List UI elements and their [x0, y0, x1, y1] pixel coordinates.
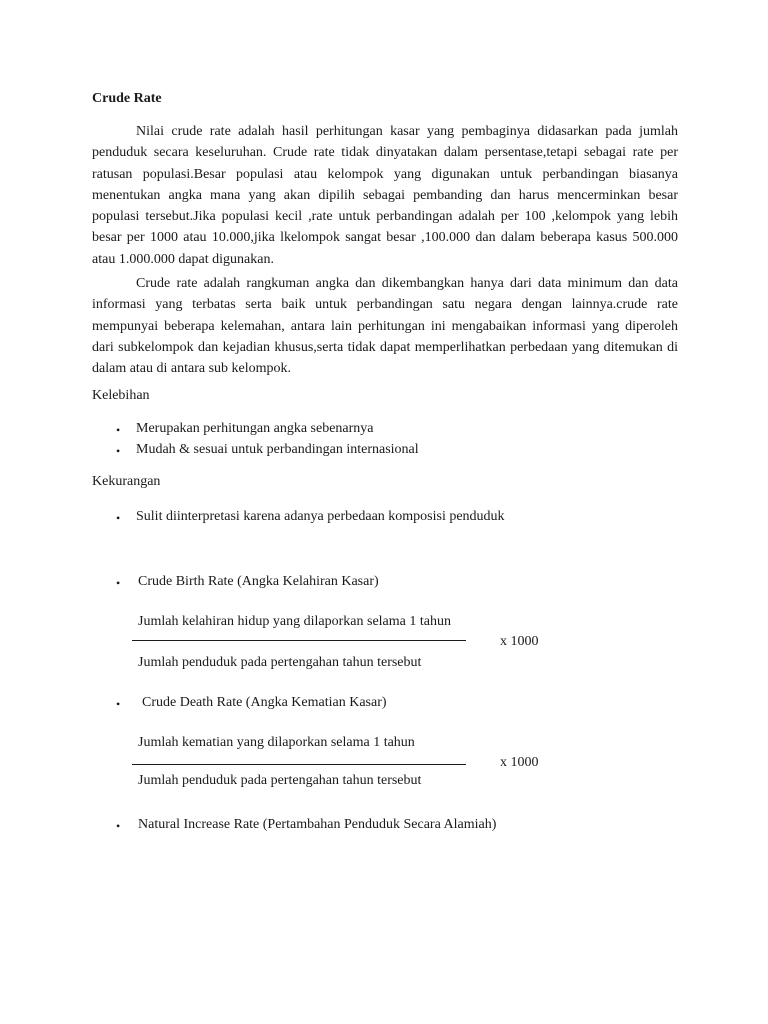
birth-rate-title: Crude Birth Rate (Angka Kelahiran Kasar) [138, 574, 379, 589]
disadvantages-heading: Kekurangan [92, 474, 161, 489]
bullet-icon: • [116, 697, 121, 711]
disadvantage-item: Sulit diinterpretasi karena adanya perbedaan komposisi penduduk [136, 509, 505, 524]
bullet-icon: • [116, 423, 121, 437]
advantages-heading: Kelebihan [92, 388, 150, 403]
paragraph-crude-rate-definition: Nilai crude rate adalah hasil perhitungan kasar yang pembaginya didasarkan pada jumlah penduduk secara keseluruhan. Crude rate tidak dinyatakan dalam persentase,tetapi sebagai rate per ratusan populasi.Besar populasi atau kelompok yang digunakan untuk perbandingan biasanya menentukan angka mana yang akan dipilih sebagai pembanding dan harus mencerminkan besar populasi tersebut.Jika populasi kecil ,rate untuk perbandingan adalah per 100 ,kelompok yang lebih besar per 1000 atau 10.000,jika lkelompok sangat besar ,100.000 dan dalam beberapa kasus 500.000 atau 1.000.000 dapat digunakan. [92, 124, 678, 267]
natural-increase-title: Natural Increase Rate (Pertambahan Penduduk Secara Alamiah) [138, 817, 497, 832]
bullet-icon: • [116, 576, 121, 590]
death-rate-fraction-line [132, 764, 466, 765]
bullet-icon: • [116, 444, 121, 458]
advantage-item: Mudah & sesuai untuk perbandingan internasional [136, 442, 419, 457]
birth-rate-multiplier: x 1000 [500, 634, 539, 649]
advantage-item: Merupakan perhitungan angka sebenarnya [136, 421, 374, 436]
death-rate-multiplier: x 1000 [500, 755, 539, 770]
death-rate-title: Crude Death Rate (Angka Kematian Kasar) [142, 695, 387, 710]
death-rate-denominator: Jumlah penduduk pada pertengahan tahun tersebut [138, 773, 422, 788]
death-rate-numerator: Jumlah kematian yang dilaporkan selama 1 tahun [138, 735, 415, 750]
birth-rate-fraction-line [132, 640, 466, 641]
bullet-icon: • [116, 819, 121, 833]
birth-rate-denominator: Jumlah penduduk pada pertengahan tahun tersebut [138, 655, 422, 670]
document-title: Crude Rate [92, 91, 162, 106]
paragraph-crude-rate-summary: Crude rate adalah rangkuman angka dan dikembangkan hanya dari data minimum dan data informasi yang terbatas serta baik untuk perbandingan satu negara dengan lainnya.crude rate mempunyai beberapa kelemahan, antara lain perhitungan ini mengabaikan informasi yang diperoleh dari subkelompok dan kejadian khusus,serta tidak dapat memperlihatkan perbedaan yang ditemukan di dalam atau di antara sub kelompok. [92, 276, 678, 377]
bullet-icon: • [116, 511, 121, 525]
birth-rate-numerator: Jumlah kelahiran hidup yang dilaporkan selama 1 tahun [138, 614, 451, 629]
